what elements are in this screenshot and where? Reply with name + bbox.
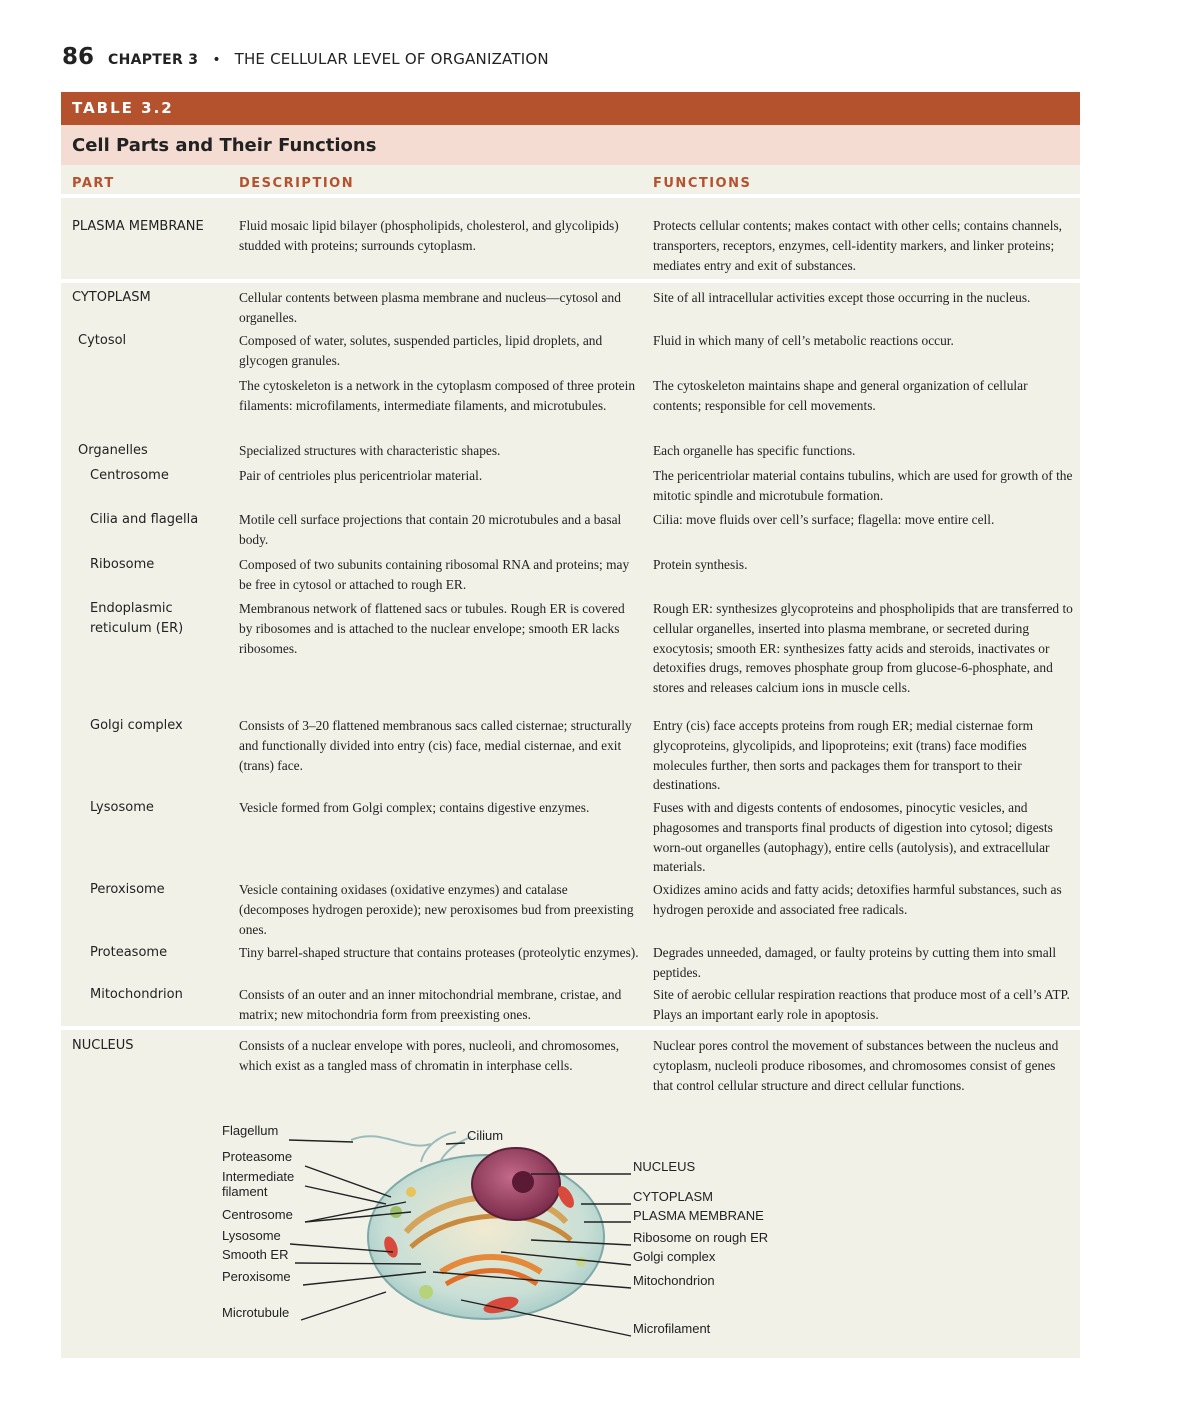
part-function: Fuses with and digests contents of endosomes, pinocytic vesicles, and phagosomes and transports final products of digestion into cytosol; digests worn-out organelles (autophagy), entire cells (autolysis), and extracellular materials. [653,800,1053,875]
label-microfilament: Microfilament [633,1321,711,1336]
part-description: Consists of 3–20 flattened membranous sacs called cisternae; structurally and functionally divided into entry (cis) face, medial cisternae, and exit (trans) face. [239,718,632,773]
part-function: Nuclear pores control the movement of substances between the nucleus and cytoplasm, nucleoli produce ribosomes, and chromosomes consist of genes that control cellular structure and direct cellular functions. [653,1038,1059,1093]
page-number: 86 [62,44,95,70]
part-description: Composed of water, solutes, suspended particles, lipid droplets, and glycogen granules. [239,333,603,368]
part-function: The cytoskeleton maintains shape and general organization of cellular contents; responsible for cell movements. [653,378,1028,413]
part-description: Tiny barrel-shaped structure that contains proteases (proteolytic enzymes). [239,945,639,960]
part-label: PLASMA MEMBRANE [72,219,204,234]
part-function: Rough ER: synthesizes glycoproteins and phospholipids that are transferred to cellular organelles, inserted into plasma membrane, or secreted during exocytosis; smooth ER: synthesizes fatty acids and steroids, inactivates or detoxifies drugs, removes phosphate group from glucose-6-phosphate, and stores and releases calcium ions in muscle cells. [653,601,1073,696]
part-label: CYTOPLASM [72,290,151,305]
part-label: Mitochondrion [90,987,183,1002]
part-description: Cellular contents between plasma membrane and nucleus—cytosol and organelles. [239,290,621,325]
table-title: Cell Parts and Their Functions [61,125,1080,165]
part-label: Centrosome [90,468,169,483]
part-label: Cytosol [78,333,127,348]
part-label: NUCLEUS [72,1038,134,1053]
part-description: Specialized structures with characteristic shapes. [239,443,501,458]
label-mitochondrion: Mitochondrion [633,1273,715,1288]
header-divider [61,194,1080,198]
part-function: Cilia: move fluids over cell’s surface; flagella: move entire cell. [653,512,995,527]
label-peroxisome: Peroxisome [222,1269,291,1284]
part-function: Fluid in which many of cell’s metabolic reactions occur. [653,333,954,348]
part-label: Ribosome [90,557,155,572]
chapter-label: CHAPTER 3 [108,52,199,68]
table-cell-parts [61,92,1080,1358]
cell-diagram [61,1122,1080,1358]
section-divider [61,1026,1080,1030]
centrosome-shape [406,1187,416,1197]
part-function: Protein synthesis. [653,557,748,572]
label-cytoplasm: CYTOPLASM [633,1189,713,1204]
column-header-functions: FUNCTIONS [653,176,752,191]
nucleolus-shape [512,1171,534,1193]
page-header [62,44,549,76]
part-description: Vesicle containing oxidases (oxidative enzymes) and catalase (decomposes hydrogen peroxide); new peroxisomes bud from preexisting ones. [239,882,634,937]
part-function: Entry (cis) face accepts proteins from rough ER; medial cisternae form glycoproteins, glycolipids, and lipoproteins; exit (trans) face modifies molecules further, then sorts and packages them for transport to their destinations. [653,718,1033,793]
lysosome-shape [390,1206,402,1218]
part-label: Peroxisome [90,882,165,897]
flagellum-shape [351,1136,431,1145]
part-function: Site of aerobic cellular respiration reactions that produce most of a cell’s ATP. Plays an important early role in apoptosis. [653,987,1070,1022]
part-function: The pericentriolar material contains tubulins, which are used for growth of the mitotic spindle and microtubule formation. [653,468,1073,503]
column-header-part: PART [72,176,115,191]
chapter-title: THE CELLULAR LEVEL OF ORGANIZATION [234,50,549,68]
label-plasma-membrane: PLASMA MEMBRANE [633,1208,764,1223]
column-header-description: DESCRIPTION [239,176,355,191]
label-proteasome: Proteasome [222,1149,293,1164]
peroxisome-shape [419,1285,433,1299]
part-label: Cilia and flagella [90,512,199,527]
part-function: Protects cellular contents; makes contact with other cells; contains channels, transporters, receptors, enzymes, cell-identity markers, and linker proteins; mediates entry and exit of substances. [653,218,1063,273]
part-label: Organelles [78,443,148,458]
part-function: Oxidizes amino acids and fatty acids; detoxifies harmful substances, such as hydrogen peroxide and associated free radicals. [653,882,1062,917]
part-description: Consists of a nuclear envelope with pores, nucleoli, and chromosomes, which exist as a tangled mass of chromatin in interphase cells. [239,1038,620,1073]
part-description: The cytoskeleton is a network in the cytoplasm composed of three protein filaments: microfilaments, intermediate filaments, and microtubules. [239,378,636,413]
label-lysosome: Lysosome [222,1228,281,1243]
label-nucleus: NUCLEUS [633,1159,696,1174]
label-cilium: Cilium [467,1128,504,1143]
part-description: Composed of two subunits containing ribosomal RNA and proteins; may be free in cytosol or attached to rough ER. [239,557,630,592]
part-description: Consists of an outer and an inner mitochondrial membrane, cristae, and matrix; new mitochondria form from preexisting ones. [239,987,622,1022]
part-description: Fluid mosaic lipid bilayer (phospholipids, cholesterol, and glycolipids) studded with proteins; surrounds cytoplasm. [239,218,619,253]
part-label: Proteasome [90,945,168,960]
part-description: Vesicle formed from Golgi complex; contains digestive enzymes. [239,800,590,815]
section-divider [61,279,1080,283]
label-microtubule: Microtubule [222,1305,290,1320]
label-smooth-er: Smooth ER [222,1247,289,1262]
label-flagellum: Flagellum [222,1123,279,1138]
label-centrosome: Centrosome [222,1207,293,1222]
vesicle-shape [576,1257,586,1267]
part-description: Motile cell surface projections that contain 20 microtubules and a basal body. [239,512,622,547]
part-label: Endoplasmic reticulum (ER) [90,601,184,636]
label-golgi-complex: Golgi complex [633,1249,716,1264]
header-separator: • [212,52,221,68]
part-description: Membranous network of flattened sacs or tubules. Rough ER is covered by ribosomes and is attached to the nuclear envelope; smooth ER lacks ribosomes. [239,601,625,656]
part-label: Golgi complex [90,718,183,733]
part-function: Each organelle has specific functions. [653,443,856,458]
part-function: Site of all intracellular activities except those occurring in the nucleus. [653,290,1031,305]
part-label: Lysosome [90,800,154,815]
part-function: Degrades unneeded, damaged, or faulty proteins by cutting them into small peptides. [653,945,1057,980]
table-tag: TABLE 3.2 [61,92,1080,125]
label-intermediate-filament: Intermediate filament [222,1169,295,1199]
cell-illustration [61,1122,1080,1358]
part-description: Pair of centrioles plus pericentriolar material. [239,468,483,483]
label-ribosome-rough-er: Ribosome on rough ER [633,1230,769,1245]
